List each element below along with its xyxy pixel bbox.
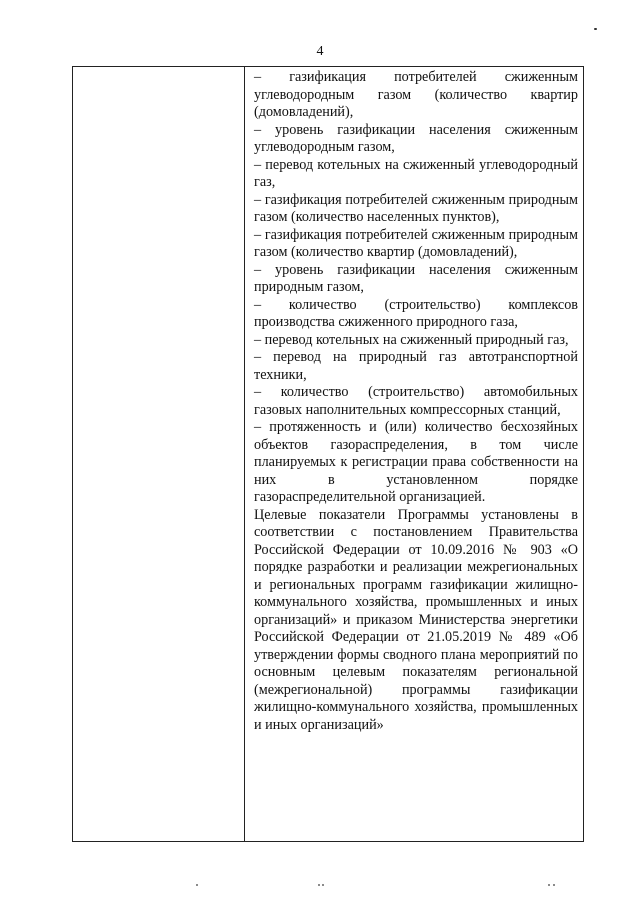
indicator-item-ownerless-objects: – протяженность и (или) количество бесхозяйных объектов газораспределения, в том числе планируемых к регистрации права собственности на них в установленном порядке газораспределительной организацией. — [254, 419, 578, 505]
indicator-item-lng-complexes: – количество (строительство) комплексов производства сжиженного природного газа, — [254, 296, 578, 330]
indicator-item-boilers-lpg: – перевод котельных на сжиженный углеводородный газ, — [254, 156, 578, 190]
indicator-item-gasification-level-lpg: – уровень газификации населения сжиженным углеводородным газом, — [254, 121, 578, 155]
indicator-item-gasification-lpg-apartments: – газификация потребителей сжиженным углеводородным газом (количество квартир (домовладений), — [254, 69, 578, 120]
indicator-item-boilers-lng: – перевод котельных на сжиженный природный газ, — [254, 331, 569, 348]
scan-speck — [594, 28, 597, 30]
scan-artifacts — [0, 884, 640, 890]
indicator-item-gasification-lng-apartments: – газификация потребителей сжиженным природным газом (количество квартир (домовладений), — [254, 226, 578, 260]
document-table — [72, 66, 584, 842]
table-left-cell — [73, 67, 245, 841]
closing-paragraph: Целевые показатели Программы установлены в соответствии с постановлением Правительства Российской Федерации от 10.09.2016 № 903 «О порядке разработки и реализации межрегиональных и региональных программ газификации жилищно-коммунального хозяйства, промышленных и иных организаций» и приказом Министерства энергетики Российской Федерации от 21.05.2019 № 489 «Об утверждении формы сводного плана мероприятий по основным целевым показателям региональной (межрегиональной) программы газификации жилищно-коммунального хозяйства, промышленных и иных организаций» — [254, 506, 578, 733]
indicator-item-vehicles-natural-gas: – перевод на природный газ автотранспортной техники, — [254, 349, 578, 383]
table-right-cell — [254, 69, 578, 734]
page-number: 4 — [316, 44, 324, 59]
indicator-item-gasification-lng-settlements: – газификация потребителей сжиженным природным газом (количество населенных пунктов), — [254, 191, 578, 225]
indicator-item-gas-filling-stations: – количество (строительство) автомобильных газовых наполнительных компрессорных станций, — [254, 384, 578, 418]
indicator-item-gasification-level-lng: – уровень газификации населения сжиженным природным газом, — [254, 261, 578, 295]
